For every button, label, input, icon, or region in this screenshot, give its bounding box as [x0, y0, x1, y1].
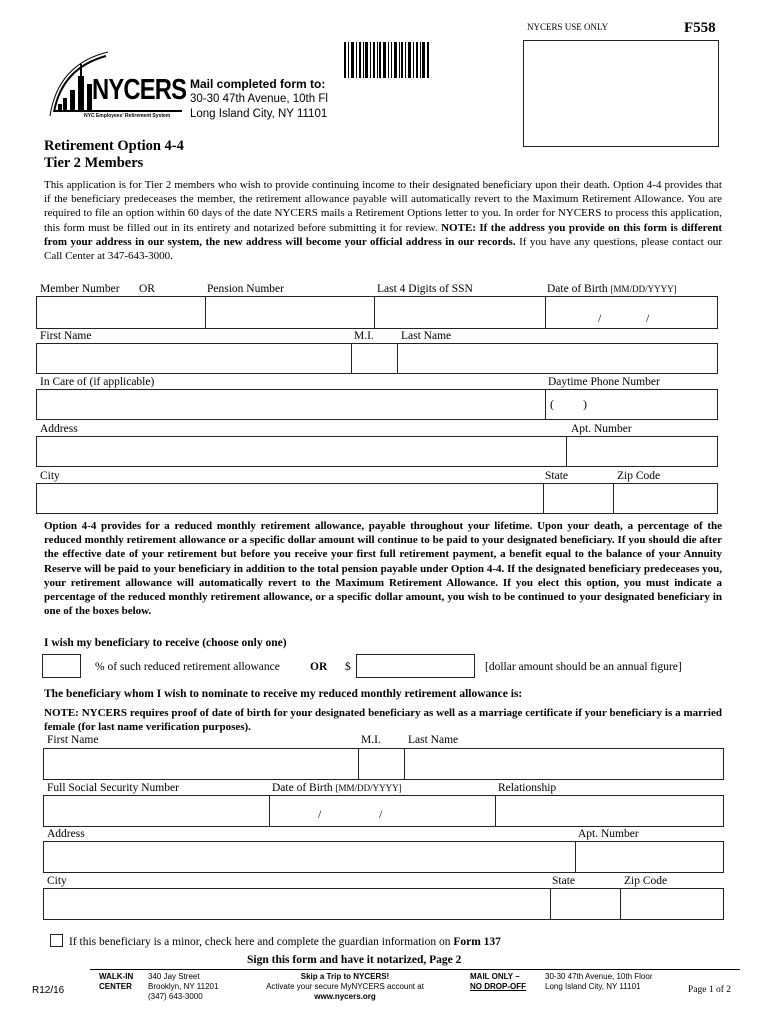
use-only-label: NYCERS USE ONLY — [527, 22, 609, 32]
walkin-label-line2: CENTER — [99, 982, 132, 991]
last-name-input[interactable] — [397, 343, 718, 374]
city-input[interactable] — [36, 483, 544, 514]
walkin-line3: (347) 643-3000 — [148, 992, 203, 1001]
form-number: F558 — [684, 20, 716, 36]
mail-only-line1: MAIL ONLY – — [470, 972, 520, 981]
beneficiary-ssn-label: Full Social Security Number — [47, 782, 179, 794]
in-care-of-label: In Care of (if applicable) — [40, 376, 155, 388]
logo-text: NYCERS — [92, 74, 187, 106]
dob-format: [MM/DD/YYYY] — [610, 284, 677, 294]
skip-url-link[interactable]: www.nycers.org — [314, 992, 376, 1001]
in-care-of-input[interactable] — [36, 389, 546, 420]
or-label: OR — [310, 661, 328, 673]
beneficiary-dob-separator: / — [379, 807, 383, 821]
daytime-phone-input[interactable] — [545, 389, 718, 420]
dollar-amount-input[interactable] — [356, 654, 475, 678]
minor-checkbox[interactable] — [50, 934, 63, 947]
mail-heading: Mail completed form to: — [190, 77, 326, 91]
intro-note: NOTE: If the address you provide on this form is different from your address in our system, the new address will become your official address in our records. — [44, 221, 723, 248]
member-number-label: Member Number — [40, 283, 120, 295]
phone-paren-open: ( — [550, 397, 554, 411]
beneficiary-mi-input[interactable] — [358, 748, 405, 780]
apt-number-input[interactable] — [566, 436, 718, 467]
intro-contact: If you have any questions, please contact our Call Center at 347-643-3000. — [44, 235, 722, 263]
city-label: City — [40, 470, 60, 482]
beneficiary-relationship-input[interactable] — [495, 795, 724, 827]
dob-label — [547, 283, 677, 295]
beneficiary-zip-label: Zip Code — [624, 875, 668, 887]
beneficiary-dob-format: [MM/DD/YYYY] — [335, 783, 402, 793]
beneficiary-city-input[interactable] — [43, 888, 551, 920]
last-name-label: Last Name — [401, 330, 452, 342]
beneficiary-ssn-input[interactable] — [43, 795, 270, 827]
skip-trip-block — [250, 972, 440, 1002]
percent-label: % of such reduced retirement allowance — [95, 661, 280, 673]
beneficiary-first-name-label: First Name — [47, 734, 99, 746]
dob-label-text: Date of Birth — [547, 283, 608, 295]
beneficiary-dob-label — [272, 782, 402, 794]
beneficiary-state-input[interactable] — [550, 888, 621, 920]
footer-mail-address — [545, 972, 653, 992]
mail-address-line2: Long Island City, NY 11101 — [190, 108, 328, 120]
barcode-image — [344, 42, 430, 78]
percent-input[interactable] — [42, 654, 81, 678]
beneficiary-first-name-input[interactable] — [43, 748, 359, 780]
footer-mail-line1: 30-30 47th Avenue, 10th Floor — [545, 972, 653, 981]
beneficiary-apt-label: Apt. Number — [578, 828, 639, 840]
beneficiary-last-name-label: Last Name — [408, 734, 459, 746]
form-subtitle: Tier 2 Members — [44, 155, 144, 171]
state-label: State — [545, 470, 568, 482]
walkin-line2: Brooklyn, NY 11201 — [148, 982, 219, 991]
beneficiary-apt-input[interactable] — [575, 841, 724, 873]
dollar-note: [dollar amount should be an annual figure] — [485, 661, 682, 673]
zip-label: Zip Code — [617, 470, 661, 482]
form-title: Retirement Option 4-4 — [44, 138, 184, 154]
address-input[interactable] — [36, 436, 567, 467]
phone-paren-close: ) — [583, 397, 587, 411]
dollar-sign: $ — [345, 661, 351, 673]
option-paragraph: Option 4-4 provides for a reduced monthly retirement allowance, payable throughout your lifetime. Upon your death, a percentage of the reduced monthly retirement allowance or a specific dollar amount will continue to be paid to your designated beneficiary. If you should die after the effective date of your retirement but before you receive your first full retirement payment, a benefit equal to the balance of your Annuity Reserve will be paid to your beneficiary in addition to the total pension payable under Option 4-4. If the designated beneficiary predeceases you, your retirement allowance will automatically revert to the Maximum Retirement Allowance. If you elect this option, you must indicate a percentage of the reduced monthly retirement allowance, or a specific dollar amount, you wish to be continued to your designated beneficiary in one of the boxes below. — [44, 520, 722, 618]
dob-separator: / — [646, 311, 650, 325]
walkin-label-line1: WALK-IN — [99, 972, 134, 981]
beneficiary-note: NOTE: NYCERS requires proof of date of birth for your designated beneficiary as well as a marriage certificate if your beneficiary is a married female (for last name verification purposes). — [44, 707, 722, 734]
beneficiary-relationship-label: Relationship — [498, 782, 557, 794]
dob-input[interactable] — [545, 296, 718, 329]
minor-text: If this beneficiary is a minor, check here and complete the guardian information on — [69, 936, 451, 948]
beneficiary-dob-input[interactable] — [269, 795, 496, 827]
pension-number-input[interactable] — [205, 296, 375, 329]
address-label: Address — [40, 423, 78, 435]
beneficiary-state-label: State — [552, 875, 575, 887]
zip-input[interactable] — [613, 483, 718, 514]
footer-divider — [90, 969, 740, 970]
beneficiary-zip-input[interactable] — [620, 888, 724, 920]
mail-only-label — [470, 972, 526, 992]
skip-heading: Skip a Trip to NYCERS! — [300, 972, 390, 981]
mi-label: M.I. — [354, 330, 374, 342]
wish-label: I wish my beneficiary to receive (choose only one) — [44, 637, 287, 649]
walkin-line1: 340 Jay Street — [148, 972, 200, 981]
footer-mail-line2: Long Island City, NY 11101 — [545, 982, 641, 991]
mail-only-line2: NO DROP-OFF — [470, 982, 526, 991]
beneficiary-address-label: Address — [47, 828, 85, 840]
pension-number-label: Pension Number — [207, 283, 284, 295]
nycers-use-only-box — [523, 40, 719, 147]
first-name-label: First Name — [40, 330, 92, 342]
apt-number-label: Apt. Number — [571, 423, 632, 435]
daytime-phone-label: Daytime Phone Number — [548, 376, 660, 388]
beneficiary-mi-label: M.I. — [361, 734, 381, 746]
minor-form-ref: Form 137 — [453, 936, 501, 948]
member-number-input[interactable] — [36, 296, 206, 329]
sign-instruction: Sign this form and have it notarized, Page 2 — [247, 954, 462, 966]
intro-paragraph — [44, 178, 722, 263]
walkin-address — [148, 972, 218, 1002]
state-input[interactable] — [543, 483, 614, 514]
dob-separator: / — [598, 311, 602, 325]
skip-line: Activate your secure MyNYCERS account at — [266, 982, 424, 991]
beneficiary-dob-separator: / — [318, 807, 322, 821]
ssn-last4-label: Last 4 Digits of SSN — [377, 283, 473, 295]
revision-code: R12/16 — [32, 985, 65, 996]
beneficiary-address-input[interactable] — [43, 841, 576, 873]
intro-text: This application is for Tier 2 members who wish to provide continuing income to their designated beneficiary upon their death. Option 4-4 provides that if the beneficiary predeceases the member, the retirement allowance payable will automatically revert to the Maximum Retirement Allowance. You are required to file an option within 60 days of the date NYCERS mails a Retirement Options letter to you. In order for NYCERS to process this application, this form must be filled out in its entirety and notarized before submitting it for review. — [44, 179, 722, 234]
beneficiary-last-name-input[interactable] — [404, 748, 724, 780]
mi-input[interactable] — [351, 343, 398, 374]
page-number: Page 1 of 2 — [688, 985, 732, 995]
mail-address-line1: 30-30 47th Avenue, 10th Fl — [190, 93, 328, 105]
ssn-last4-input[interactable] — [374, 296, 546, 329]
or-label: OR — [139, 283, 155, 295]
beneficiary-city-label: City — [47, 875, 67, 887]
first-name-input[interactable] — [36, 343, 352, 374]
nominate-label: The beneficiary whom I wish to nominate to receive my reduced monthly retirement allowance is: — [44, 688, 523, 700]
walkin-label — [99, 972, 133, 992]
beneficiary-dob-label-text: Date of Birth — [272, 782, 333, 794]
minor-label — [69, 936, 501, 948]
logo-subtitle: NYC Employees' Retirement System — [84, 113, 171, 119]
